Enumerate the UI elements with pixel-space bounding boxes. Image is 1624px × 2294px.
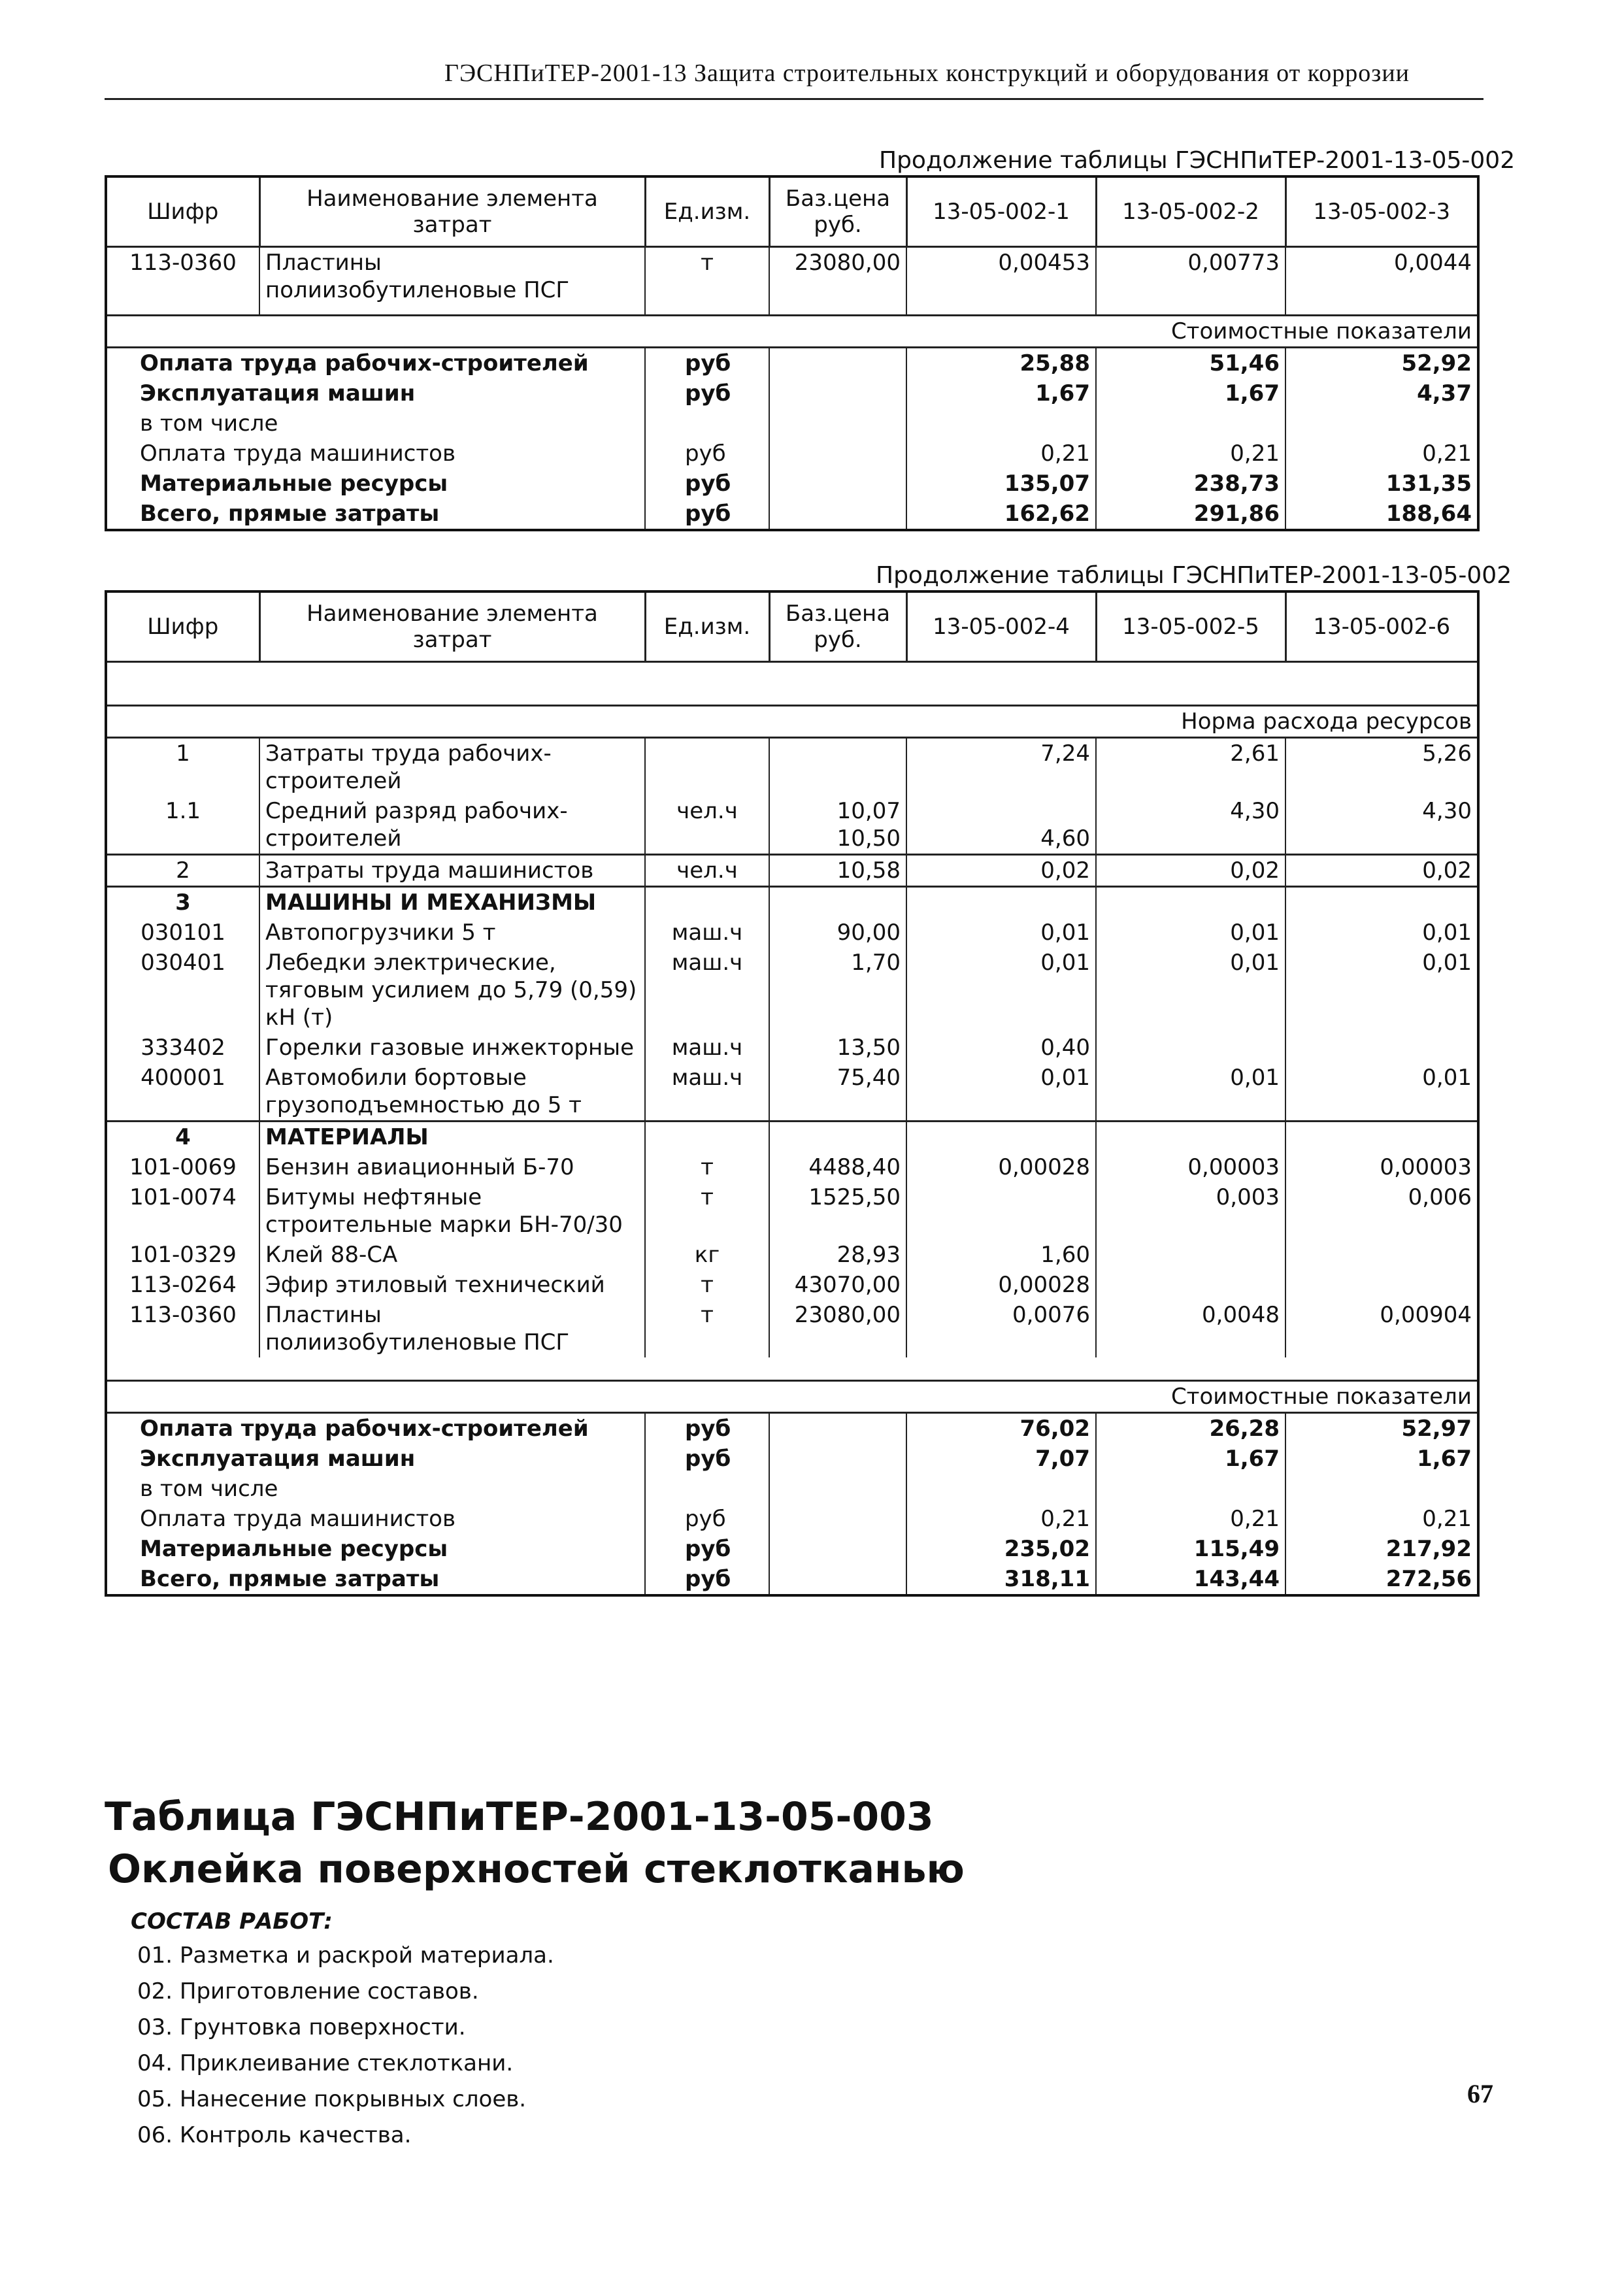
table1-header-row <box>106 176 1478 247</box>
table-row <box>106 738 1478 797</box>
table1-caption: Продолжение таблицы ГЭСНПиТЕР-2001-13-05-002 <box>879 147 1516 174</box>
cost-value: 0,21 <box>1096 439 1285 469</box>
norm-title: Норма расхода ресурсов <box>106 706 1478 738</box>
cost-value: 4,37 <box>1285 378 1478 408</box>
header-rule <box>105 98 1483 100</box>
cell-value: 0,003 <box>1096 1182 1285 1240</box>
list-item: 02. Приготовление составов. <box>137 1978 479 2004</box>
cell-unit: т <box>645 1182 769 1240</box>
cell-value <box>1285 1033 1478 1063</box>
cost-value: 188,64 <box>1285 499 1478 530</box>
cell-price: 90,00 <box>769 918 906 948</box>
cell-code: 2 <box>106 855 259 887</box>
cell-price: 10,50 <box>837 825 901 852</box>
cost-value: 291,86 <box>1096 499 1285 530</box>
col-head-unit: Ед.изм. <box>645 591 769 662</box>
col-head-norm-1: 13-05-002-1 <box>906 176 1096 247</box>
cost-value: 1,67 <box>1096 1444 1285 1474</box>
col-head-norm-3: 13-05-002-3 <box>1285 176 1478 247</box>
cell-code: 1.1 <box>165 798 201 824</box>
list-item: 04. Приклеивание стеклоткани. <box>137 2050 514 2076</box>
cost-label: Оплата труда рабочих-строителей <box>140 1416 589 1442</box>
cell-value <box>1285 1270 1478 1300</box>
cell-value: 0,01 <box>1285 948 1478 1033</box>
col-head-norm-4: 13-05-002-4 <box>906 591 1096 662</box>
table1 <box>105 175 1480 531</box>
cost-row <box>106 1413 1478 1444</box>
cell-value <box>1096 1270 1285 1300</box>
cost-title: Стоимостные показатели <box>106 316 1478 348</box>
cost-label: Эксплуатация машин <box>140 1446 416 1472</box>
table-row <box>106 796 1478 855</box>
norm-title-row <box>106 706 1478 738</box>
col-head-norm-6: 13-05-002-6 <box>1285 591 1478 662</box>
cost-value: 0,21 <box>906 439 1096 469</box>
cell-value: 0,00453 <box>906 247 1096 316</box>
cell-unit: маш.ч <box>645 1063 769 1122</box>
cell-value: 0,01 <box>906 918 1096 948</box>
cell-name: Автомобили бортовые грузоподъемностью до 5 т <box>259 1063 645 1122</box>
section-title: МАШИНЫ И МЕХАНИЗМЫ <box>259 887 645 918</box>
cost-row <box>106 469 1478 499</box>
cell-value: 5,26 <box>1285 738 1478 797</box>
cell-price: 1525,50 <box>769 1182 906 1240</box>
cost-label: в том числе <box>140 410 278 437</box>
table-row <box>106 1270 1478 1300</box>
cost-label: в том числе <box>140 1476 278 1502</box>
cost-value: 143,44 <box>1096 1564 1285 1595</box>
table-row <box>106 948 1478 1033</box>
cost-value: 76,02 <box>906 1413 1096 1444</box>
cell-name: Битумы нефтяные строительные марки БН-70/30 <box>259 1182 645 1240</box>
cell-price: 75,40 <box>769 1063 906 1122</box>
cost-value: 0,21 <box>906 1504 1096 1534</box>
col-head-norm-2: 13-05-002-2 <box>1096 176 1285 247</box>
cost-value: 0,21 <box>1285 1504 1478 1534</box>
cell-value <box>1096 1033 1285 1063</box>
cell-value: 7,24 <box>906 738 1096 797</box>
cell-code: 101-0074 <box>129 1184 237 1210</box>
cost-value: 52,97 <box>1285 1413 1478 1444</box>
cell-value: 0,0048 <box>1096 1300 1285 1357</box>
cell-value: 0,00028 <box>906 1152 1096 1182</box>
cell-value: 0,01 <box>1285 918 1478 948</box>
work-composition-heading: СОСТАВ РАБОТ: <box>131 1908 333 1935</box>
cell-unit: т <box>645 1270 769 1300</box>
cell-code: 333402 <box>141 1035 225 1061</box>
cell-value: 4,30 <box>1096 796 1285 855</box>
cell-price: 4488,40 <box>769 1152 906 1182</box>
cost-label: Оплата труда машинистов <box>140 441 456 467</box>
cost-row <box>106 408 1478 439</box>
cell-unit: т <box>645 1152 769 1182</box>
cost-value: 131,35 <box>1285 469 1478 499</box>
list-item: 05. Нанесение покрывных слоев. <box>137 2086 527 2112</box>
section-title-code: Таблица ГЭСНПиТЕР-2001-13-05-003 <box>105 1794 934 1840</box>
cell-price: 28,93 <box>769 1240 906 1270</box>
table-row <box>106 1152 1478 1182</box>
table-row <box>106 1063 1478 1122</box>
cost-row <box>106 439 1478 469</box>
cost-value: 26,28 <box>1096 1413 1285 1444</box>
cell-value: 0,02 <box>1096 855 1285 887</box>
cell-value <box>1096 1240 1285 1270</box>
cost-unit: руб <box>645 439 769 469</box>
page-number: 67 <box>1467 2079 1493 2108</box>
cost-unit: руб <box>645 469 769 499</box>
list-item: 01. Разметка и раскрой материала. <box>137 1942 554 1969</box>
cell-value: 0,0044 <box>1285 247 1478 316</box>
cell-price: 23080,00 <box>769 1300 906 1357</box>
cell-value: 0,01 <box>1096 1063 1285 1122</box>
cell-name: Бензин авиационный Б-70 <box>259 1152 645 1182</box>
cell-code: 101-0329 <box>129 1242 237 1268</box>
cost-value: 162,62 <box>906 499 1096 530</box>
cell-value: 0,01 <box>1285 1063 1478 1122</box>
cell-unit: кг <box>645 1240 769 1270</box>
cost-row <box>106 1474 1478 1504</box>
cost-unit: руб <box>645 1444 769 1474</box>
cost-value: 135,07 <box>906 469 1096 499</box>
cost-row <box>106 1534 1478 1564</box>
cost-value: 1,67 <box>906 378 1096 408</box>
cell-value: 0,00028 <box>906 1270 1096 1300</box>
cost-label: Всего, прямые затраты <box>140 1566 440 1592</box>
cell-code: 113-0264 <box>129 1272 237 1298</box>
section-title-text: Оклейка поверхностей стеклотканью <box>108 1846 965 1892</box>
cell-value: 0,01 <box>1096 948 1285 1033</box>
cell-name: Автопогрузчики 5 т <box>259 918 645 948</box>
cost-value: 0,21 <box>1096 1504 1285 1534</box>
cell-code: 030401 <box>141 950 225 976</box>
cost-value: 1,67 <box>1096 378 1285 408</box>
cell-code: 1 <box>176 740 190 767</box>
cell-code: 101-0069 <box>129 1154 237 1180</box>
cost-title: Стоимостные показатели <box>106 1381 1478 1413</box>
cost-label: Материальные ресурсы <box>140 471 448 497</box>
cell-price: 10,07 <box>837 798 901 824</box>
cell-value: 4,30 <box>1285 796 1478 855</box>
cell-value: 0,0076 <box>906 1300 1096 1357</box>
table2-header-row <box>106 591 1478 662</box>
cost-label: Оплата труда рабочих-строителей <box>140 350 589 376</box>
col-head-name: Наименование элемента затрат <box>259 176 645 247</box>
cell-value: 0,00003 <box>1285 1152 1478 1182</box>
cell-code: 113-0360 <box>129 250 237 276</box>
cost-row <box>106 378 1478 408</box>
col-head-code: Шифр <box>106 176 259 247</box>
cell-code: 3 <box>106 887 259 918</box>
col-head-unit: Ед.изм. <box>645 176 769 247</box>
cell-value: 0,00773 <box>1096 247 1285 316</box>
list-item: 06. Контроль качества. <box>137 2122 412 2148</box>
cost-row <box>106 348 1478 379</box>
cell-value <box>1285 1240 1478 1270</box>
cost-value: 115,49 <box>1096 1534 1285 1564</box>
table-row <box>106 1240 1478 1270</box>
cell-price: 23080,00 <box>769 247 906 316</box>
cost-value: 52,92 <box>1285 348 1478 379</box>
cell-code: 4 <box>106 1122 259 1153</box>
cell-price: 10,58 <box>769 855 906 887</box>
cost-title-row <box>106 316 1478 348</box>
cell-unit: т <box>645 1300 769 1357</box>
cell-name: Затраты труда машинистов <box>259 855 645 887</box>
table2-caption: Продолжение таблицы ГЭСНПиТЕР-2001-13-05-002 <box>876 562 1512 589</box>
cell-value: 2,61 <box>1096 738 1285 797</box>
cost-value: 318,11 <box>906 1564 1096 1595</box>
cost-value: 272,56 <box>1285 1564 1478 1595</box>
cell-name: Средний разряд рабочих-строителей <box>259 796 645 855</box>
cell-price: 1,70 <box>769 948 906 1033</box>
section-row <box>106 1122 1478 1153</box>
cell-value: 1,60 <box>906 1240 1096 1270</box>
cell-code: 030101 <box>141 920 225 946</box>
cell-value <box>906 1182 1096 1240</box>
col-head-code: Шифр <box>106 591 259 662</box>
col-head-name: Наименование элемента затрат <box>259 591 645 662</box>
table-row <box>106 1182 1478 1240</box>
cost-unit: руб <box>645 1413 769 1444</box>
cell-value: 4,60 <box>1040 825 1090 852</box>
table2 <box>105 590 1480 1597</box>
cost-unit: руб <box>645 1504 769 1534</box>
cost-value: 235,02 <box>906 1534 1096 1564</box>
cell-unit: маш.ч <box>645 948 769 1033</box>
cell-price: 43070,00 <box>769 1270 906 1300</box>
cell-value: 0,02 <box>906 855 1096 887</box>
cell-value: 0,01 <box>906 948 1096 1033</box>
table-row <box>106 247 1478 316</box>
cost-unit: руб <box>645 1564 769 1595</box>
cost-unit: руб <box>645 378 769 408</box>
cost-row <box>106 1444 1478 1474</box>
cost-row <box>106 1564 1478 1595</box>
running-header: ГЭСНПиТЕР-2001-13 Защита строительных конструкций и оборудования от коррозии <box>444 59 1410 87</box>
cell-value: 0,00003 <box>1096 1152 1285 1182</box>
cost-label: Материальные ресурсы <box>140 1536 448 1562</box>
cell-value: 0,01 <box>1096 918 1285 948</box>
cell-name: Пластины полиизобутиленовые ПСГ <box>259 1300 645 1357</box>
col-head-norm-5: 13-05-002-5 <box>1096 591 1285 662</box>
cell-unit: чел.ч <box>645 855 769 887</box>
cost-unit: руб <box>645 1534 769 1564</box>
cost-value: 0,21 <box>1285 439 1478 469</box>
cell-name: Горелки газовые инжекторные <box>259 1033 645 1063</box>
cost-unit: руб <box>645 499 769 530</box>
cell-value: 0,02 <box>1285 855 1478 887</box>
cell-value: 0,00904 <box>1285 1300 1478 1357</box>
cell-code: 113-0360 <box>129 1302 237 1328</box>
cost-unit: руб <box>645 348 769 379</box>
cost-label: Эксплуатация машин <box>140 380 416 407</box>
cost-row <box>106 499 1478 530</box>
cell-name: Лебедки электрические, тяговым усилием до 5,79 (0,59) кН (т) <box>259 948 645 1033</box>
cost-value: 51,46 <box>1096 348 1285 379</box>
cell-price: 13,50 <box>769 1033 906 1063</box>
cell-name: Затраты труда рабочих-строителей <box>259 738 645 797</box>
cost-value: 25,88 <box>906 348 1096 379</box>
col-head-price: Баз.цена руб. <box>769 591 906 662</box>
col-head-price: Баз.цена руб. <box>769 176 906 247</box>
table-row <box>106 918 1478 948</box>
cell-unit: маш.ч <box>645 1033 769 1063</box>
cell-code: 400001 <box>141 1065 225 1091</box>
table-row <box>106 1033 1478 1063</box>
cell-unit: чел.ч <box>645 796 769 855</box>
cost-value: 7,07 <box>906 1444 1096 1474</box>
cell-name: Клей 88-СА <box>259 1240 645 1270</box>
cost-value: 1,67 <box>1285 1444 1478 1474</box>
cell-value: 0,006 <box>1285 1182 1478 1240</box>
table-row <box>106 855 1478 887</box>
cost-label: Оплата труда машинистов <box>140 1506 456 1532</box>
cell-unit: маш.ч <box>645 918 769 948</box>
spacer-row <box>106 662 1478 706</box>
cost-label: Всего, прямые затраты <box>140 501 440 527</box>
spacer-row <box>106 1357 1478 1381</box>
cell-value: 0,01 <box>906 1063 1096 1122</box>
table-row <box>106 1300 1478 1357</box>
cost-row <box>106 1504 1478 1534</box>
cell-unit: т <box>645 247 769 316</box>
section-row <box>106 887 1478 918</box>
cost-value: 217,92 <box>1285 1534 1478 1564</box>
section-title: МАТЕРИАЛЫ <box>259 1122 645 1153</box>
list-item: 03. Грунтовка поверхности. <box>137 2014 466 2040</box>
cell-name: Пластины полиизобутиленовые ПСГ <box>259 247 645 316</box>
cell-value: 0,40 <box>906 1033 1096 1063</box>
cell-name: Эфир этиловый технический <box>259 1270 645 1300</box>
cost-value: 238,73 <box>1096 469 1285 499</box>
cost-title-row <box>106 1381 1478 1413</box>
